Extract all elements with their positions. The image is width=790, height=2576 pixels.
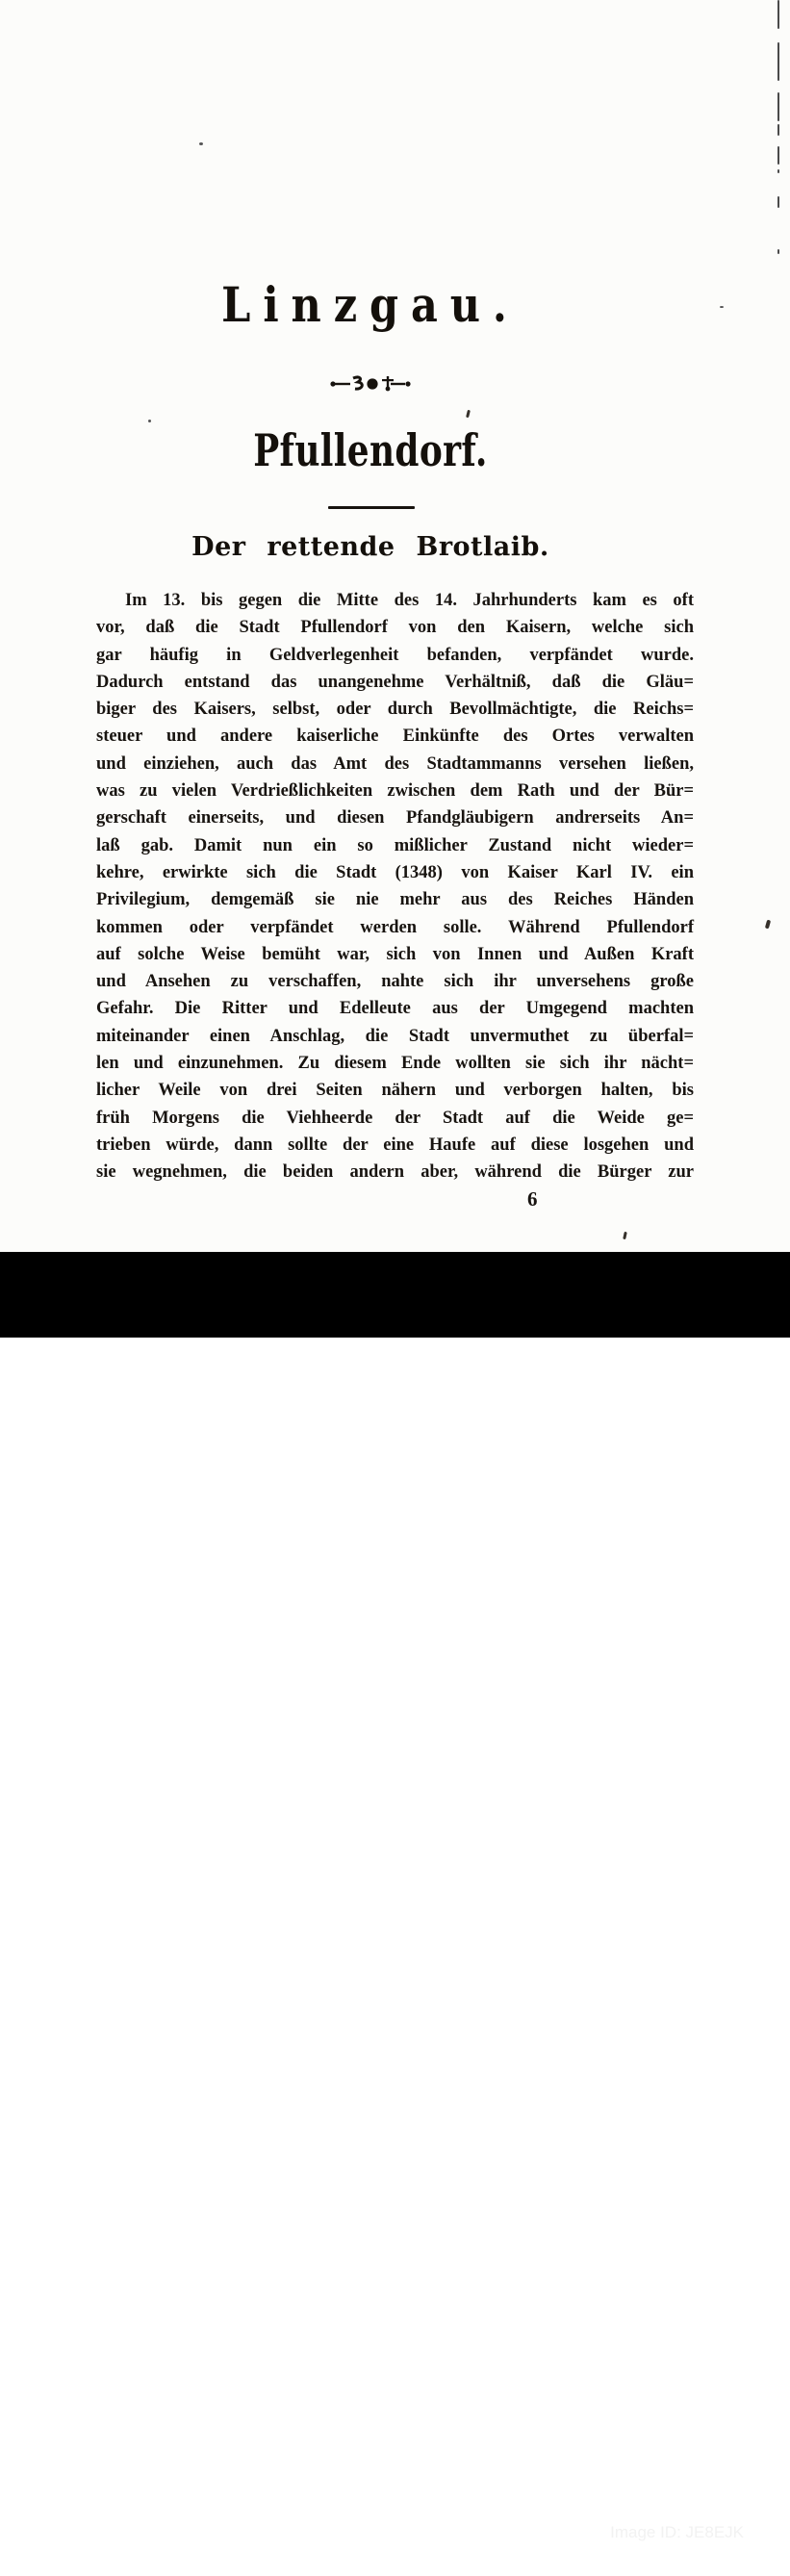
body-line: Privilegium, demgemäß sie nie mehr aus des Reiches Händen [96, 890, 694, 910]
page-edge-mark [777, 124, 779, 136]
body-line: sie wegnehmen, die beiden andern aber, während die Bürger zur [96, 1162, 694, 1183]
watermark-info [559, 2522, 744, 2576]
body-line: kehre, erwirkte sich die Stadt (1348) von Kaiser Karl IV. ein [96, 862, 694, 882]
page-edge-mark [777, 146, 779, 165]
region-title: Linzgau. [221, 276, 520, 333]
body-line: trieben würde, dann sollte der eine Haufe auf diese losgehen und [96, 1135, 694, 1155]
divider-ornament-icon [330, 374, 411, 394]
page-edge-mark [777, 169, 779, 173]
watermark-url: www.alamy.com [559, 2548, 744, 2575]
page-edge-mark [777, 249, 779, 254]
body-line: und einziehen, auch das Amt des Stadtammanns versehen ließen, [96, 753, 694, 774]
page-edge-mark [777, 92, 779, 121]
image-id-text: Image ID: JE8EJK [610, 2523, 744, 2541]
scan-speck [199, 142, 203, 145]
title-rule [328, 506, 415, 509]
alamy-logo: alamy [29, 2512, 110, 2575]
body-line: früh Morgens die Viehheerde der Stadt auf die Weide ge= [96, 1108, 694, 1128]
section-divider-ornament [0, 374, 741, 398]
scan-speck [148, 420, 151, 422]
body-line: biger des Kaisers, selbst, oder durch Bevollmächtigte, die Reichs= [96, 700, 694, 720]
watermark-bar [0, 1252, 790, 2575]
town-title: Pfullendorf. [253, 424, 488, 476]
stray-mark [623, 1232, 627, 1239]
body-line: kommen oder verpfändet werden solle. Während Pfullendorf [96, 917, 694, 937]
story-title: Der rettende Brotlaib. [191, 532, 549, 562]
page-edge-mark [777, 0, 779, 29]
page-edge-mark [777, 42, 779, 81]
signature-mark: 6 [527, 1187, 538, 1211]
body-line: gar häufig in Geldverlegenheit befanden, verpfändet wurde. [96, 645, 694, 665]
body-line: vor, daß die Stadt Pfullendorf von den Kaisern, welche sich [96, 618, 694, 638]
body-line: steuer und andere kaiserliche Einkünfte des Ortes verwalten [96, 727, 694, 747]
body-line: und Ansehen zu verschaffen, nahte sich ihr unversehens große [96, 972, 694, 992]
body-line: licher Weile von drei Seiten nähern und verborgen halten, bis [96, 1081, 694, 1101]
body-line: Im 13. bis gegen die Mitte des 14. Jahrhunderts kam es oft [125, 591, 694, 610]
body-line: len und einzunehmen. Zu diesem Ende wollten sie sich ihr nächt= [96, 1054, 694, 1074]
body-line: was zu vielen Verdrießlichkeiten zwischen dem Rath und der Bür= [96, 781, 694, 802]
body-line: laß gab. Damit nun ein so mißlicher Zustand nicht wieder= [96, 835, 694, 855]
body-line: miteinander einen Anschlag, die Stadt unvermuthet zu überfal= [96, 1026, 694, 1046]
page-edge-mark [777, 196, 779, 208]
body-line: auf solche Weise bemüht war, sich von Innen und Außen Kraft [96, 944, 694, 964]
stray-mark [466, 410, 471, 418]
body-line: Dadurch entstand das unangenehme Verhältniß, daß die Gläu= [96, 672, 694, 692]
scan-speck [720, 306, 724, 308]
body-line: gerschaft einerseits, und diesen Pfandgläubigern andrerseits An= [96, 808, 694, 829]
body-line: Gefahr. Die Ritter und Edelleute aus der Umgegend machten [96, 999, 694, 1019]
body-text [96, 587, 694, 1186]
stray-mark [765, 920, 771, 930]
